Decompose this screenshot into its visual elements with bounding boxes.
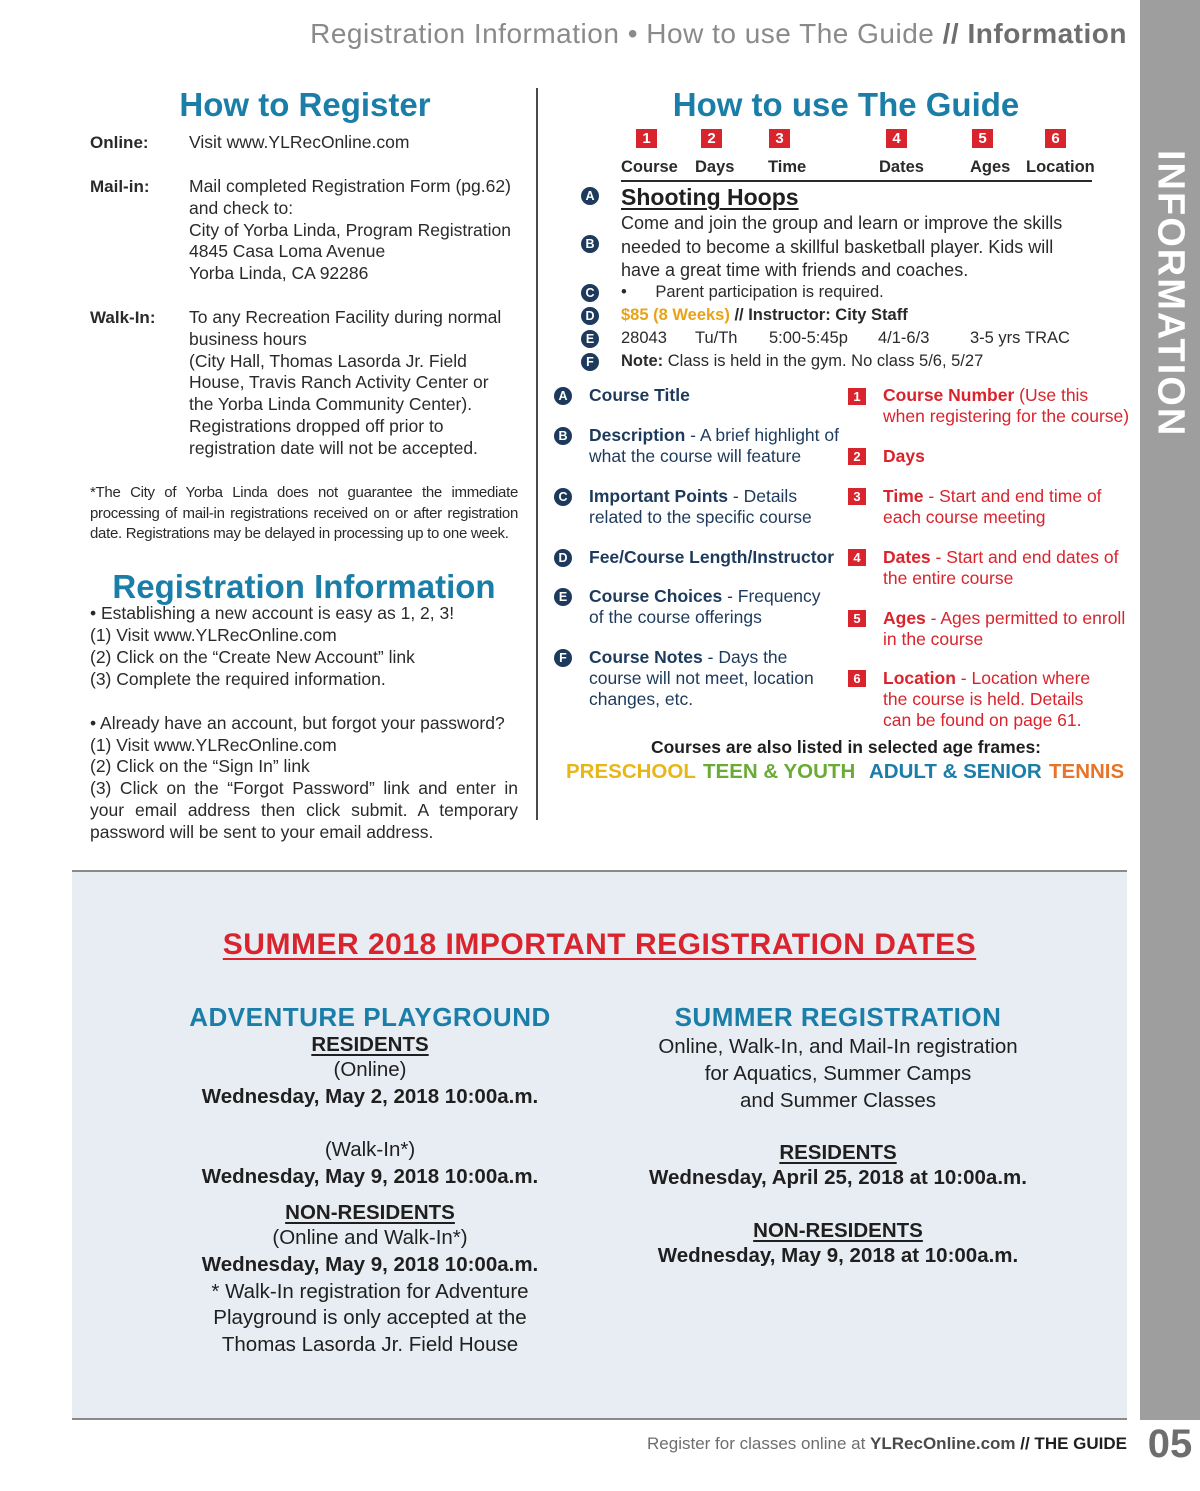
registration-information-body [90,603,518,844]
bullet: • [621,283,627,301]
summer-line: for Aquatics, Summer Camps [704,1061,972,1085]
walk-in-text: To any Recreation Facility during normal business hours (City Hall, Thomas Lasorda Jr. Field House, Travis Ranch Activity Center or the Yorba Linda Community Center). Registrations dropped off prior to registration date will not be accepted. [189,307,502,458]
header-bullet: • [627,18,638,49]
legend-desc: - A brief highlight of what the course will feature [589,425,839,466]
how-to-register-title: How to Register [179,86,431,123]
adventure-non-residents-label: NON-RESIDENTS [285,1200,455,1224]
summer-non-residents-label: NON-RESIDENTS [753,1218,923,1242]
legend-description [589,425,839,467]
example-course-description: Come and join the group and learn or improve the skills needed to become a skillful basketball player. Kids will have a great time with friends and coaches. [621,213,1063,280]
point-text: Parent participation is required. [655,283,884,301]
legend-label: Course Number [883,385,1015,405]
info-line: (3) Click on the “Forgot Password” link and enter in your email address then click submit. A temporary password will be sent to your email address. [90,778,518,843]
number-badge-2: 2 [701,129,722,148]
adventure-heading: ADVENTURE PLAYGROUND [189,1002,551,1032]
legend-desc: - Details related to the specific course [589,486,812,527]
legend-desc: - Frequency of the course offerings [589,586,821,627]
side-section-label [1143,150,1197,438]
summer-heading: SUMMER REGISTRATION [674,1002,1002,1032]
age-frame-preschool: PRESCHOOL [566,760,696,783]
info-line: (1) Visit www.YLRecOnline.com [90,624,337,645]
course-location: TRAC [1025,329,1070,347]
header-section-1: Registration Information [310,18,620,49]
legend-fee [589,547,839,568]
column-header-ages: Ages [970,158,1011,176]
instructor-text: // Instructor: City Staff [734,306,908,324]
legend-badge-2: 2 [848,448,866,465]
legend-label: Days [883,446,925,466]
registration-information-title: Registration Information [112,568,496,605]
legend-marker-a: A [554,387,572,405]
legend-desc: - Days the course will not meet, location changes, etc. [589,647,814,709]
summer-residents-label: RESIDENTS [779,1141,897,1165]
legend-label: Description [589,425,686,445]
marker-a: A [581,187,599,205]
number-badge-3: 3 [769,129,790,148]
summer-registration-block [628,1002,1048,1270]
example-note [621,352,983,371]
footer-site-link[interactable]: YLRecOnline.com [870,1434,1016,1453]
legend-label: Course Title [589,385,690,405]
number-badge-4: 4 [886,129,907,148]
page-number: 05 [1147,1422,1193,1466]
legend-badge-1: 1 [848,388,866,405]
legend-location [883,668,1113,730]
legend-time [883,486,1135,528]
adventure-residents-label: RESIDENTS [311,1033,429,1056]
info-line: • Already have an account, but forgot your password? [90,712,505,733]
page-header [0,18,1127,50]
column-header-days: Days [695,158,735,176]
marker-f: F [581,353,599,371]
adventure-online-date: Wednesday, May 2, 2018 10:00a.m. [201,1084,539,1108]
legend-desc: - Ages permitted to enroll in the course [883,608,1126,649]
number-badge-1: 1 [636,129,657,148]
legend-label: Fee/Course Length/Instructor [589,547,835,567]
walk-in-row [90,307,530,463]
course-time: 5:00-5:45p [769,329,848,347]
legend-badge-4: 4 [848,549,866,566]
mail-in-row [90,176,530,288]
important-dates-title: SUMMER 2018 IMPORTANT REGISTRATION DATES [222,928,977,961]
legend-marker-e: E [554,588,572,606]
footer-guide: // THE GUIDE [1020,1434,1127,1453]
example-course-title: Shooting Hoops [621,184,799,210]
adventure-walkin-label: (Walk-In*) [324,1138,416,1162]
adventure-walkin-date: Wednesday, May 9, 2018 10:00a.m. [201,1165,539,1189]
column-header-location: Location [1026,158,1095,176]
legend-days [883,446,1133,467]
note-text: Class is held in the gym. No class 5/6, 5/27 [667,352,984,370]
example-important-point [621,283,884,302]
course-ages: 3-5 yrs [970,329,1021,347]
legend-desc: - Start and end dates of the entire course [883,547,1119,588]
age-frames-note: Courses are also listed in selected age frames: [650,737,1042,757]
info-line: (1) Visit www.YLRecOnline.com [90,734,337,755]
online-text: Visit www.YLRecOnline.com [189,132,410,152]
legend-badge-5: 5 [848,610,866,627]
page-footer [560,1434,1127,1454]
legend-badge-6: 6 [848,670,866,687]
marker-d: D [581,307,599,325]
legend-marker-b: B [554,427,572,445]
column-header-time: Time [768,158,807,176]
legend-marker-d: D [554,549,572,567]
age-frame-teen-youth: TEEN & YOUTH [703,760,856,783]
header-separator: // [942,18,960,49]
column-divider [536,88,538,820]
adventure-nr-date: Wednesday, May 9, 2018 10:00a.m. [201,1252,539,1276]
adventure-footnote-line: Thomas Lasorda Jr. Field House [221,1333,519,1357]
side-label-text: INFORMATION [1149,150,1192,438]
legend-course-number [883,385,1133,427]
summer-residents-date: Wednesday, April 25, 2018 at 10:00a.m. [649,1166,1027,1190]
adventure-online-label: (Online) [333,1058,407,1081]
header-section-2: How to use The Guide [646,18,935,49]
number-badge-6: 6 [1045,129,1066,148]
number-badge-5: 5 [972,129,993,148]
adventure-playground-block [170,1002,570,1359]
info-line: • Establishing a new account is easy as 1, 2, 3! [90,603,455,623]
mail-in-label: Mail-in: [90,177,150,196]
registration-disclaimer: *The City of Yorba Linda does not guarantee the immediate processing of mail-in registrations received on or after registration date. Registrations may be delayed in processing up to one week. [90,484,518,542]
summer-nr-date: Wednesday, May 9, 2018 at 10:00a.m. [657,1243,1019,1267]
marker-b: B [581,235,599,253]
legend-desc: - Start and end time of each course meeting [883,486,1102,527]
legend-desc: - Location where the course is held. Details can be found on page 61. [883,668,1091,730]
legend-badge-3: 3 [848,488,866,505]
course-days: Tu/Th [695,329,738,347]
age-frame-adult-senior: ADULT & SENIOR [869,760,1042,783]
footer-lead: Register for classes online at [647,1434,866,1453]
marker-e: E [581,330,599,348]
example-fee-line [621,306,908,325]
legend-ages [883,608,1135,650]
legend-course-choices [589,586,834,628]
online-label: Online: [90,133,149,152]
fee-text: $85 (8 Weeks) [621,306,730,324]
info-line: (2) Click on the “Sign In” link [90,756,310,777]
age-frame-tennis: TENNIS [1049,760,1125,783]
mail-in-text: Mail completed Registration Form (pg.62) and check to: City of Yorba Linda, Program Registration 4845 Casa Loma Avenue Yorba Linda, CA 92286 [189,176,511,284]
legend-important-points [589,486,829,528]
legend-label: Dates [883,547,931,567]
adventure-footnote-line: Playground is only accepted at the [213,1306,527,1330]
legend-label: Important Points [589,486,729,506]
column-header-dates: Dates [879,158,924,176]
legend-label: Time [883,486,924,506]
online-row [90,132,530,156]
info-line: (2) Click on the “Create New Account” link [90,646,415,667]
legend-course-title [589,385,839,406]
legend-desc: (Use this when registering for the course) [883,385,1130,426]
column-header-course: Course [621,158,678,176]
legend-marker-f: F [554,649,572,667]
marker-c: C [581,284,599,302]
course-number: 28043 [621,329,667,347]
legend-label: Ages [883,608,926,628]
legend-course-notes [589,647,834,709]
legend-dates [883,547,1123,589]
legend-marker-c: C [554,488,572,506]
note-label: Note: [621,352,664,370]
legend-label: Location [883,668,956,688]
info-line: (3) Complete the required information. [90,668,386,689]
how-to-use-guide-title: How to use The Guide [672,86,1020,123]
legend-label: Course Notes [589,647,703,667]
header-rule [621,180,1092,182]
legend-label: Course Choices [589,586,723,606]
summer-line: Online, Walk-In, and Mail-In registration [658,1035,1018,1058]
header-section-3: Information [967,18,1127,49]
summer-line: and Summer Classes [740,1088,936,1112]
walk-in-label: Walk-In: [90,308,156,327]
course-dates: 4/1-6/3 [878,329,930,347]
adventure-nr-mode: (Online and Walk-In*) [272,1225,468,1249]
adventure-footnote-line: * Walk-In registration for Adventure [211,1279,529,1303]
